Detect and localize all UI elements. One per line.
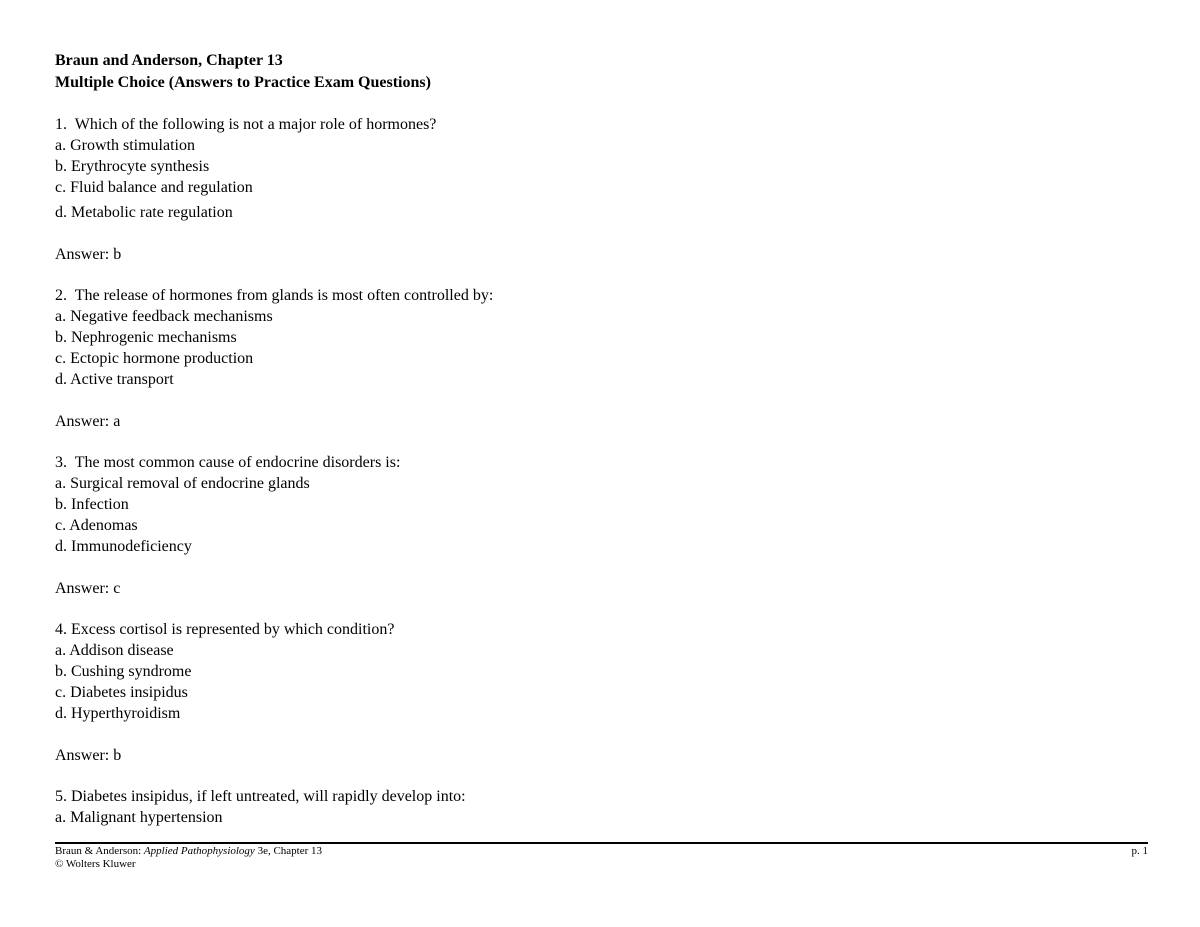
option-a: a. Surgical removal of endocrine glands bbox=[55, 475, 310, 492]
footer-divider bbox=[55, 842, 1148, 844]
page-number: p. 1 bbox=[1131, 845, 1148, 857]
footer-copyright: © Wolters Kluwer bbox=[55, 858, 136, 870]
answer-line: Answer: b bbox=[55, 246, 122, 263]
option-a: a. Addison disease bbox=[55, 642, 174, 659]
option-c: c. Fluid balance and regulation bbox=[55, 179, 253, 196]
document-subtitle: Multiple Choice (Answers to Practice Exam Questions) bbox=[55, 74, 431, 91]
question-2 bbox=[55, 285, 1145, 432]
question-stem: 3. The most common cause of endocrine disorders is: bbox=[55, 454, 401, 471]
answer-line: Answer: c bbox=[55, 580, 121, 597]
question-stem: 2. The release of hormones from glands is most often controlled by: bbox=[55, 287, 494, 304]
option-b: b. Infection bbox=[55, 496, 129, 513]
footer-credit bbox=[55, 845, 1148, 858]
question-5 bbox=[55, 786, 1145, 828]
option-d: d. Active transport bbox=[55, 371, 174, 388]
answer-line: Answer: a bbox=[55, 413, 121, 430]
option-a: a. Growth stimulation bbox=[55, 137, 195, 154]
option-b: b. Cushing syndrome bbox=[55, 663, 192, 680]
question-1 bbox=[55, 114, 1145, 265]
option-b: b. Nephrogenic mechanisms bbox=[55, 329, 237, 346]
option-b: b. Erythrocyte synthesis bbox=[55, 158, 210, 175]
answer-line: Answer: b bbox=[55, 747, 122, 764]
document-body bbox=[55, 50, 1145, 828]
option-c: c. Adenomas bbox=[55, 517, 138, 534]
page-footer bbox=[55, 845, 1148, 871]
option-d: d. Metabolic rate regulation bbox=[55, 204, 233, 221]
option-a: a. Negative feedback mechanisms bbox=[55, 308, 273, 325]
question-stem: 5. Diabetes insipidus, if left untreated, will rapidly develop into: bbox=[55, 788, 466, 805]
footer-credit-suffix: 3e, Chapter 13 bbox=[254, 845, 323, 857]
question-4 bbox=[55, 619, 1145, 766]
option-a: a. Malignant hypertension bbox=[55, 809, 223, 826]
question-stem: 1. Which of the following is not a major role of hormones? bbox=[55, 116, 437, 133]
question-stem: 4. Excess cortisol is represented by which condition? bbox=[55, 621, 395, 638]
footer-book-title: Applied Pathophysiology bbox=[143, 845, 255, 857]
document-title: Braun and Anderson, Chapter 13 bbox=[55, 52, 283, 69]
question-3 bbox=[55, 452, 1145, 599]
option-c: c. Diabetes insipidus bbox=[55, 684, 188, 701]
option-c: c. Ectopic hormone production bbox=[55, 350, 254, 367]
option-d: d. Hyperthyroidism bbox=[55, 705, 181, 722]
footer-credit-prefix: Braun & Anderson: bbox=[55, 845, 144, 857]
option-d: d. Immunodeficiency bbox=[55, 538, 192, 555]
